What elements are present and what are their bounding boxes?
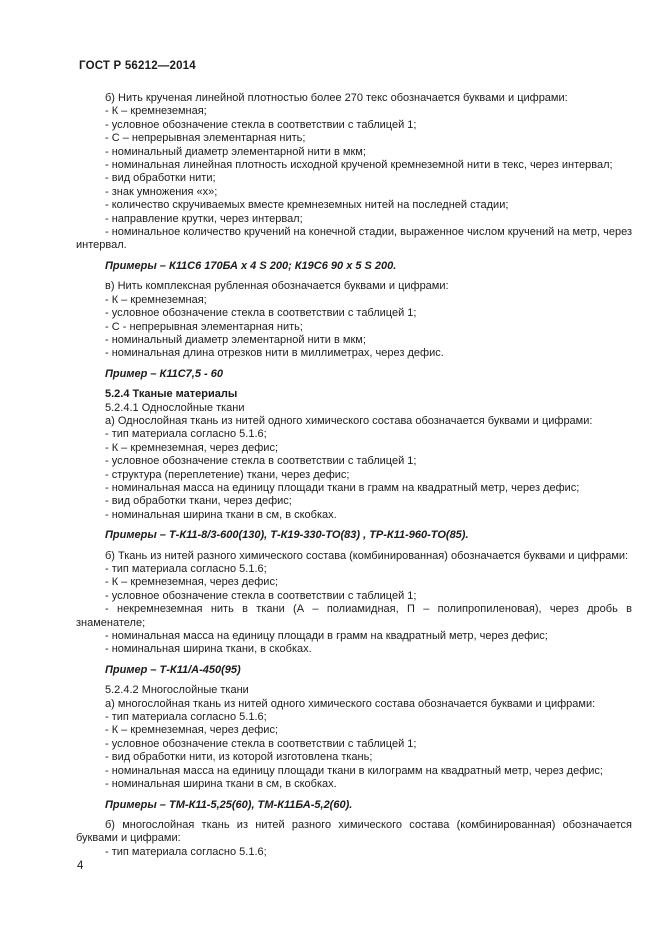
paragraph: - К – кремнеземная; xyxy=(105,293,207,306)
paragraph: - тип материала согласно 5.1.6; xyxy=(105,428,267,441)
example-text: Пример – К11С7,5 - 60 xyxy=(105,367,223,380)
paragraph: - номинальная масса на единицу площади ткани в грамм на квадратный метр, через дефис; xyxy=(105,481,580,494)
paragraph: - номинальная масса на единицу площади в грамм на квадратный метр, через дефис; xyxy=(105,630,548,643)
paragraph: - номинальная ширина ткани в см, в скобках. xyxy=(105,508,337,521)
paragraph: - С – непрерывная элементарная нить; xyxy=(105,132,306,145)
document-header: ГОСТ Р 56212—2014 xyxy=(79,60,196,72)
paragraph: - К – кремнеземная, через дефис; xyxy=(105,576,279,589)
paragraph: - К – кремнеземная; xyxy=(105,105,207,118)
paragraph: - вид обработки ткани, через дефис; xyxy=(105,495,292,508)
paragraph: - условное обозначение стекла в соответствии с таблицей 1; xyxy=(105,737,417,750)
paragraph: - условное обозначение стекла в соответствии с таблицей 1; xyxy=(105,307,417,320)
example-text: Примеры – К11С6 170БА х 4 S 200; К19С6 90 х 5 S 200. xyxy=(105,259,397,272)
paragraph: - структура (переплетение) ткани, через дефис; xyxy=(105,468,350,481)
paragraph: - номинальное количество кручений на конечной стадии, выраженное числом кручений на метр, через интервал. xyxy=(76,226,633,252)
document-body xyxy=(76,92,632,859)
paragraph: - номинальная ширина ткани, в скобках. xyxy=(105,643,312,656)
paragraph: б) Ткань из нитей разного химического состава (комбинированная) обозначается буквами и цифрами: xyxy=(105,549,629,562)
paragraph: - количество скручиваемых вместе кремнеземных нитей на последней стадии; xyxy=(105,199,509,212)
paragraph: - условное обозначение стекла в соответствии с таблицей 1; xyxy=(105,455,417,468)
section-heading: 5.2.4 Тканые материалы xyxy=(105,388,238,401)
paragraph: - тип материала согласно 5.1.6; xyxy=(105,711,267,724)
paragraph: а) многослойная ткань из нитей одного химического состава обозначается буквами и цифрами: xyxy=(105,697,596,710)
paragraph: - К – кремнеземная, через дефис; xyxy=(105,441,279,454)
page-number: 4 xyxy=(77,860,84,872)
paragraph: - К – кремнеземная, через дефис; xyxy=(105,724,279,737)
paragraph: - С - непрерывная элементарная нить; xyxy=(105,320,303,333)
paragraph: - номинальный диаметр элементарной нити в мкм; xyxy=(105,145,366,158)
example-text: Примеры – ТМ-К11-5,25(60), ТМ-К11БА-5,2(60). xyxy=(105,798,353,811)
paragraph: 5.2.4.1 Однослойные ткани xyxy=(105,401,245,414)
paragraph: 5.2.4.2 Многослойные ткани xyxy=(105,684,249,697)
paragraph: - номинальная масса на единицу площади ткани в килограмм на квадратный метр, через дефис; xyxy=(105,764,603,777)
paragraph: - некремнеземная нить в ткани (А – полиамидная, П – полипропиленовая), через дробь в знаменателе; xyxy=(76,603,632,629)
paragraph: б) Нить крученая линейной плотностью более 270 текс обозначается буквами и цифрами: xyxy=(105,92,568,104)
paragraph: - тип материала согласно 5.1.6; xyxy=(105,845,267,858)
paragraph: - номинальная линейная плотность исходной крученой кремнеземной нити в текс, через интервал; xyxy=(105,159,613,172)
paragraph: - номинальная длина отрезков нити в миллиметрах, через дефис. xyxy=(105,347,444,360)
paragraph: - условное обозначение стекла в соответствии с таблицей 1; xyxy=(105,589,417,602)
paragraph: б) многослойная ткань из нитей разного химического состава (комбинированная) обозначается буквами и цифрами: xyxy=(76,818,632,845)
paragraph: - тип материала согласно 5.1.6; xyxy=(105,563,267,575)
example-text: Пример – Т-К11/А-450(95) xyxy=(105,663,241,676)
paragraph: - номинальный диаметр элементарной нити в мкм; xyxy=(105,333,366,346)
paragraph: - номинальная ширина ткани в см, в скобках. xyxy=(105,778,337,791)
paragraph: в) Нить комплексная рубленная обозначается буквами и цифрами: xyxy=(105,280,449,293)
paragraph: - знак умножения «х»; xyxy=(105,185,218,198)
paragraph: - вид обработки нити, из которой изготовлена ткань; xyxy=(105,751,373,764)
paragraph: - условное обозначение стекла в соответствии с таблицей 1; xyxy=(105,118,417,131)
paragraph: - вид обработки нити; xyxy=(105,172,216,185)
paragraph: а) Однослойная ткань из нитей одного химического состава обозначается буквами и цифрами: xyxy=(105,414,593,427)
example-text: Примеры – Т-К11-8/3-600(130), Т-К19-330-ТО(83) , ТР-К11-960-ТО(85). xyxy=(105,529,469,542)
paragraph: - направление крутки, через интервал; xyxy=(105,212,303,225)
